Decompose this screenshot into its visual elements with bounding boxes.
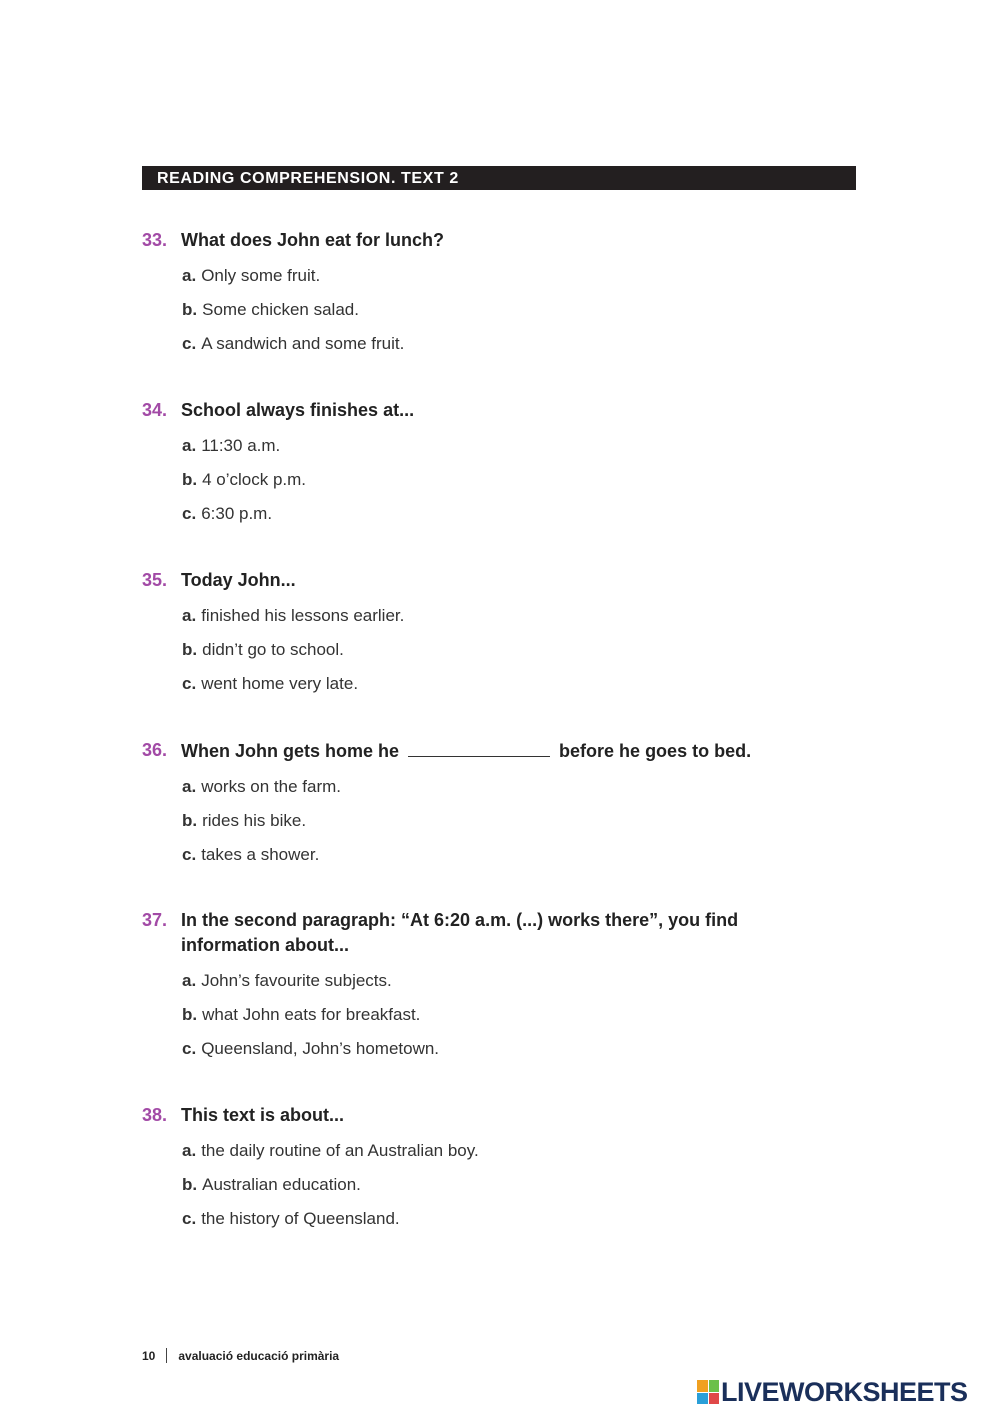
option-a[interactable]: a. Only some fruit. xyxy=(182,266,321,285)
question-number: 34. xyxy=(142,400,168,420)
question-number: 35. xyxy=(142,570,168,590)
liveworksheets-logo-icon xyxy=(697,1380,719,1404)
question-33 xyxy=(142,228,842,367)
question-number: 37. xyxy=(142,910,168,930)
option-a[interactable]: a. John’s favourite subjects. xyxy=(182,971,392,990)
option-b[interactable]: b. 4 o’clock p.m. xyxy=(182,470,307,489)
option-c[interactable]: c. the history of Queensland. xyxy=(182,1209,400,1228)
option-b[interactable]: b. Some chicken salad. xyxy=(182,300,359,319)
page-number: 10 xyxy=(142,1348,156,1363)
answer-blank[interactable] xyxy=(408,738,550,757)
question-number: 33. xyxy=(142,230,168,250)
question-37 xyxy=(142,908,842,1072)
question-35 xyxy=(142,568,842,707)
question-text: This text is about... xyxy=(181,1105,345,1125)
option-b[interactable]: b. Australian education. xyxy=(182,1175,361,1194)
publication-name: avaluació educació primària xyxy=(178,1348,340,1363)
liveworksheets-brand[interactable] xyxy=(697,1377,968,1407)
page-footer xyxy=(142,1348,339,1363)
question-text: Today John... xyxy=(181,570,296,590)
question-text: School always finishes at... xyxy=(181,400,415,420)
option-a[interactable]: a. the daily routine of an Australian boy. xyxy=(182,1141,479,1160)
question-text: What does John eat for lunch? xyxy=(181,230,445,250)
section-title: READING COMPREHENSION. TEXT 2 xyxy=(157,170,459,187)
option-b[interactable]: b. what John eats for breakfast. xyxy=(182,1005,421,1024)
option-c[interactable]: c. 6:30 p.m. xyxy=(182,504,273,523)
option-a[interactable]: a. works on the farm. xyxy=(182,777,342,796)
question-text: In the second paragraph: “At 6:20 a.m. (...) works there”, you find information about... xyxy=(181,910,739,955)
option-b[interactable]: b. didn’t go to school. xyxy=(182,640,344,659)
option-a[interactable]: a. finished his lessons earlier. xyxy=(182,606,405,625)
footer-divider xyxy=(166,1348,167,1363)
option-c[interactable]: c. A sandwich and some fruit. xyxy=(182,334,405,353)
option-c[interactable]: c. Queensland, John’s hometown. xyxy=(182,1039,440,1058)
question-number: 36. xyxy=(142,740,168,760)
option-c[interactable]: c. went home very late. xyxy=(182,674,359,693)
question-text: When John gets home he before he goes to bed. xyxy=(181,738,842,764)
option-b[interactable]: b. rides his bike. xyxy=(182,811,307,830)
question-36 xyxy=(142,738,842,878)
section-header-bar xyxy=(142,166,856,190)
brand-name: LIVEWORKSHEETS xyxy=(721,1377,968,1407)
question-34 xyxy=(142,398,842,537)
question-number: 38. xyxy=(142,1105,168,1125)
question-38 xyxy=(142,1103,842,1242)
option-a[interactable]: a. 11:30 a.m. xyxy=(182,436,281,455)
option-c[interactable]: c. takes a shower. xyxy=(182,845,320,864)
